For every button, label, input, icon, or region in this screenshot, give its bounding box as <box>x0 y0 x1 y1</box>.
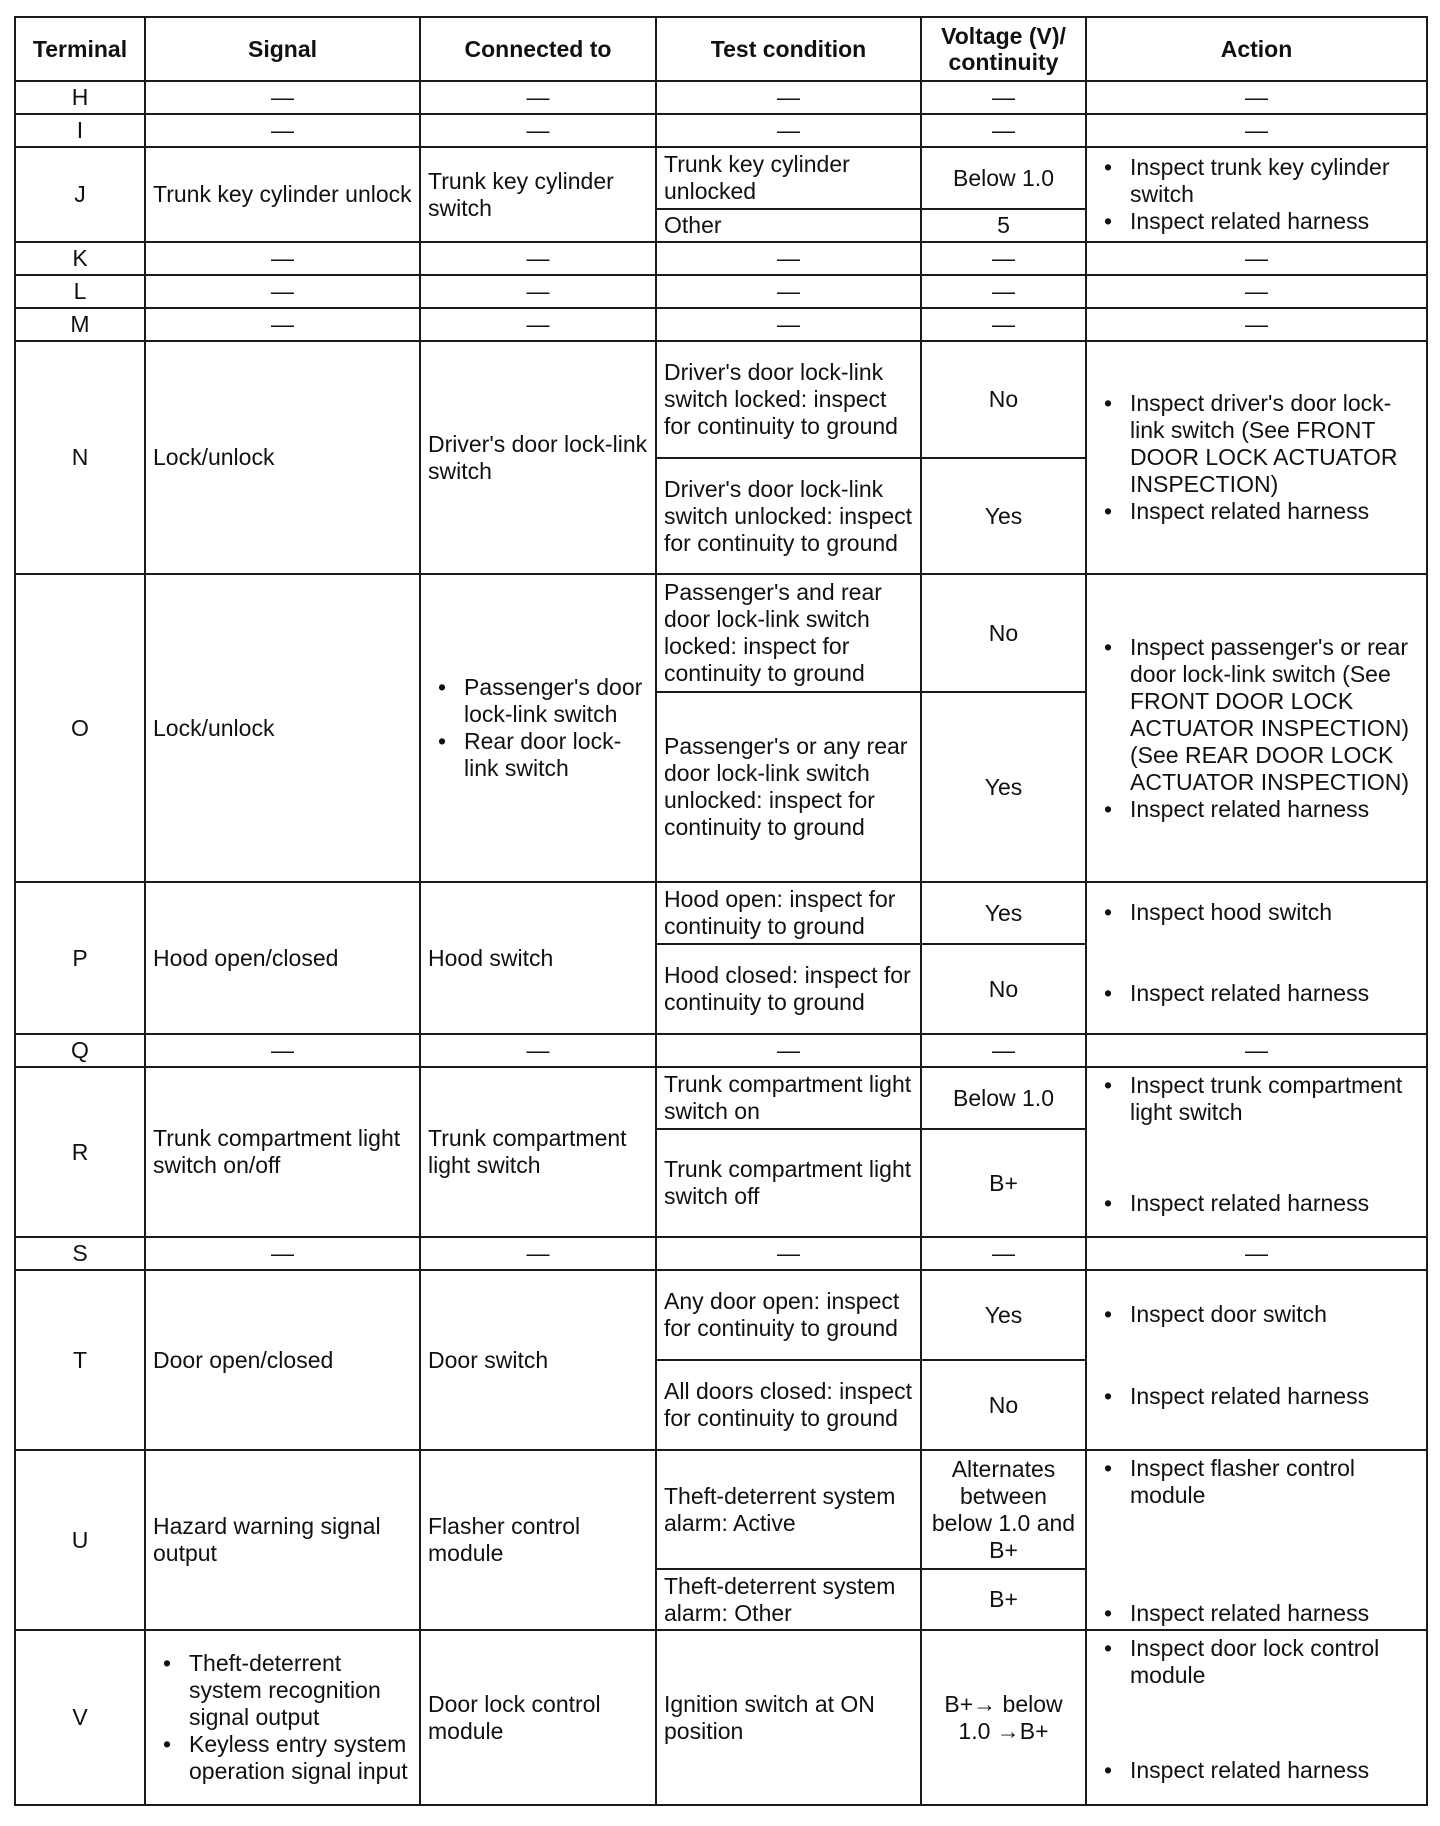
action-cell <box>1086 574 1427 882</box>
empty-cell: — <box>656 308 921 341</box>
signal-cell: Trunk compartment light switch on/off <box>145 1067 420 1237</box>
action-item: • Inspect related harness <box>1130 498 1419 525</box>
empty-cell: — <box>145 1034 420 1067</box>
empty-cell: — <box>921 81 1086 114</box>
terminal-cell: L <box>15 275 145 308</box>
terminal-cell: N <box>15 341 145 574</box>
empty-cell: — <box>420 114 656 147</box>
action-item: • Inspect related harness <box>1130 1600 1419 1627</box>
action-item: • Inspect flasher control module <box>1130 1455 1419 1509</box>
connected-cell: Flasher control module <box>420 1450 656 1630</box>
value-cell: No <box>921 574 1086 692</box>
connected-cell: Trunk key cylinder switch <box>420 147 656 242</box>
value-cell: No <box>921 1360 1086 1450</box>
terminal-cell: V <box>15 1630 145 1805</box>
value-cell: B+→ below 1.0 →B+ <box>921 1630 1086 1805</box>
empty-cell: — <box>656 1034 921 1067</box>
empty-cell: — <box>145 1237 420 1270</box>
condition-cell: All doors closed: inspect for continuity to ground <box>656 1360 921 1450</box>
connected-cell: Driver's door lock-link switch <box>420 341 656 574</box>
condition-cell: Theft-deterrent system alarm: Active <box>656 1450 921 1569</box>
header-connected-to: Connected to <box>420 17 656 81</box>
empty-cell: — <box>921 242 1086 275</box>
value-cell: B+ <box>921 1129 1086 1237</box>
action-item: • Inspect driver's door lock-link switch (See FRONT DOOR LOCK ACTUATOR INSPECTION) <box>1130 390 1419 498</box>
table-row-v <box>15 1630 1427 1805</box>
signal-cell: Lock/unlock <box>145 341 420 574</box>
condition-cell: Passenger's or any rear door lock-link switch unlocked: inspect for continuity to ground <box>656 692 921 882</box>
condition-cell: Trunk compartment light switch off <box>656 1129 921 1237</box>
action-item: • Inspect door lock control module <box>1130 1635 1419 1689</box>
signal-cell: Hazard warning signal output <box>145 1450 420 1630</box>
empty-cell: — <box>656 242 921 275</box>
empty-cell: — <box>420 242 656 275</box>
terminal-cell: T <box>15 1270 145 1450</box>
empty-cell: — <box>1086 308 1427 341</box>
connected-cell: Door lock control module <box>420 1630 656 1805</box>
condition-cell: Other <box>656 209 921 242</box>
empty-cell: — <box>656 1237 921 1270</box>
empty-cell: — <box>656 114 921 147</box>
signal-cell: Trunk key cylinder unlock <box>145 147 420 242</box>
empty-cell: — <box>1086 275 1427 308</box>
signal-item: • Keyless entry system operation signal input <box>189 1731 412 1785</box>
terminal-cell: R <box>15 1067 145 1237</box>
empty-cell: — <box>921 1237 1086 1270</box>
signal-cell <box>145 1630 420 1805</box>
value-cell: Yes <box>921 458 1086 574</box>
value-cell: 5 <box>921 209 1086 242</box>
table-row-o <box>15 574 1427 692</box>
connected-cell: Door switch <box>420 1270 656 1450</box>
condition-cell: Trunk key cylinder unlocked <box>656 147 921 209</box>
value-cell: Alternates between below 1.0 and B+ <box>921 1450 1086 1569</box>
value-cell: Below 1.0 <box>921 1067 1086 1129</box>
table-row-k <box>15 242 1427 275</box>
terminal-cell: O <box>15 574 145 882</box>
empty-cell: — <box>145 114 420 147</box>
empty-cell: — <box>145 308 420 341</box>
action-item: • Inspect passenger's or rear door lock-link switch (See FRONT DOOR LOCK ACTUATOR INSPECTION) (See REAR DOOR LOCK ACTUATOR INSPECTION) <box>1130 634 1419 796</box>
value-cell: Yes <box>921 1270 1086 1360</box>
terminal-cell: S <box>15 1237 145 1270</box>
terminal-cell: J <box>15 147 145 242</box>
connected-cell <box>420 574 656 882</box>
header-terminal: Terminal <box>15 17 145 81</box>
terminal-cell: U <box>15 1450 145 1630</box>
empty-cell: — <box>145 242 420 275</box>
header-voltage: Voltage (V)/ continuity <box>921 17 1086 81</box>
empty-cell: — <box>420 275 656 308</box>
condition-cell: Passenger's and rear door lock-link switch locked: inspect for continuity to ground <box>656 574 921 692</box>
action-item: • Inspect related harness <box>1130 1190 1419 1217</box>
signal-item: • Theft-deterrent system recognition signal output <box>189 1650 412 1731</box>
empty-cell: — <box>145 81 420 114</box>
table-row-l <box>15 275 1427 308</box>
connected-cell: Hood switch <box>420 882 656 1034</box>
condition-cell: Theft-deterrent system alarm: Other <box>656 1569 921 1630</box>
terminal-cell: K <box>15 242 145 275</box>
table-row-t <box>15 1270 1427 1360</box>
header-signal: Signal <box>145 17 420 81</box>
action-cell <box>1086 1450 1427 1630</box>
table-row-j <box>15 147 1427 209</box>
table-row-r <box>15 1067 1427 1129</box>
table-row-p <box>15 882 1427 944</box>
header-action: Action <box>1086 17 1427 81</box>
condition-cell: Trunk compartment light switch on <box>656 1067 921 1129</box>
action-cell <box>1086 882 1427 1034</box>
value-cell: Yes <box>921 692 1086 882</box>
action-item: • Inspect door switch <box>1130 1301 1419 1328</box>
table-row-u <box>15 1450 1427 1569</box>
signal-cell: Hood open/closed <box>145 882 420 1034</box>
table-row-q <box>15 1034 1427 1067</box>
condition-cell: Hood open: inspect for continuity to ground <box>656 882 921 944</box>
header-test-condition: Test condition <box>656 17 921 81</box>
terminal-cell: M <box>15 308 145 341</box>
value-cell: No <box>921 944 1086 1034</box>
condition-cell: Hood closed: inspect for continuity to ground <box>656 944 921 1034</box>
header-row <box>15 17 1427 81</box>
action-cell <box>1086 1270 1427 1450</box>
action-item: • Inspect related harness <box>1130 1757 1419 1784</box>
terminal-cell: H <box>15 81 145 114</box>
action-item: • Inspect related harness <box>1130 980 1419 1007</box>
action-item: • Inspect related harness <box>1130 1383 1419 1410</box>
empty-cell: — <box>420 81 656 114</box>
empty-cell: — <box>420 1034 656 1067</box>
empty-cell: — <box>1086 1034 1427 1067</box>
condition-cell: Ignition switch at ON position <box>656 1630 921 1805</box>
terminal-cell: Q <box>15 1034 145 1067</box>
action-item: • Inspect related harness <box>1130 796 1419 823</box>
connected-item: • Passenger's door lock-link switch <box>464 674 648 728</box>
empty-cell: — <box>921 308 1086 341</box>
connected-cell: Trunk compartment light switch <box>420 1067 656 1237</box>
empty-cell: — <box>145 275 420 308</box>
signal-cell: Door open/closed <box>145 1270 420 1450</box>
empty-cell: — <box>921 275 1086 308</box>
action-cell <box>1086 1630 1427 1805</box>
empty-cell: — <box>420 308 656 341</box>
condition-cell: Any door open: inspect for continuity to ground <box>656 1270 921 1360</box>
inspection-table-container <box>14 16 1426 1806</box>
value-cell: Below 1.0 <box>921 147 1086 209</box>
terminal-inspection-table <box>14 16 1428 1806</box>
empty-cell: — <box>1086 1237 1427 1270</box>
empty-cell: — <box>656 81 921 114</box>
value-cell: No <box>921 341 1086 458</box>
table-row-s <box>15 1237 1427 1270</box>
table-row-n <box>15 341 1427 458</box>
table-row-i <box>15 114 1427 147</box>
table-row-m <box>15 308 1427 341</box>
empty-cell: — <box>420 1237 656 1270</box>
empty-cell: — <box>921 114 1086 147</box>
empty-cell: — <box>1086 114 1427 147</box>
empty-cell: — <box>1086 81 1427 114</box>
connected-item: • Rear door lock-link switch <box>464 728 648 782</box>
value-cell: Yes <box>921 882 1086 944</box>
signal-cell: Lock/unlock <box>145 574 420 882</box>
empty-cell: — <box>921 1034 1086 1067</box>
action-item: • Inspect related harness <box>1130 208 1419 235</box>
action-item: • Inspect trunk compartment light switch <box>1130 1072 1419 1126</box>
action-item: • Inspect hood switch <box>1130 899 1419 926</box>
terminal-cell: P <box>15 882 145 1034</box>
condition-cell: Driver's door lock-link switch unlocked: inspect for continuity to ground <box>656 458 921 574</box>
table-row-h <box>15 81 1427 114</box>
empty-cell: — <box>656 275 921 308</box>
action-cell <box>1086 147 1427 242</box>
condition-cell: Driver's door lock-link switch locked: inspect for continuity to ground <box>656 341 921 458</box>
value-cell: B+ <box>921 1569 1086 1630</box>
action-cell <box>1086 341 1427 574</box>
action-cell <box>1086 1067 1427 1237</box>
empty-cell: — <box>1086 242 1427 275</box>
terminal-cell: I <box>15 114 145 147</box>
action-item: • Inspect trunk key cylinder switch <box>1130 154 1419 208</box>
